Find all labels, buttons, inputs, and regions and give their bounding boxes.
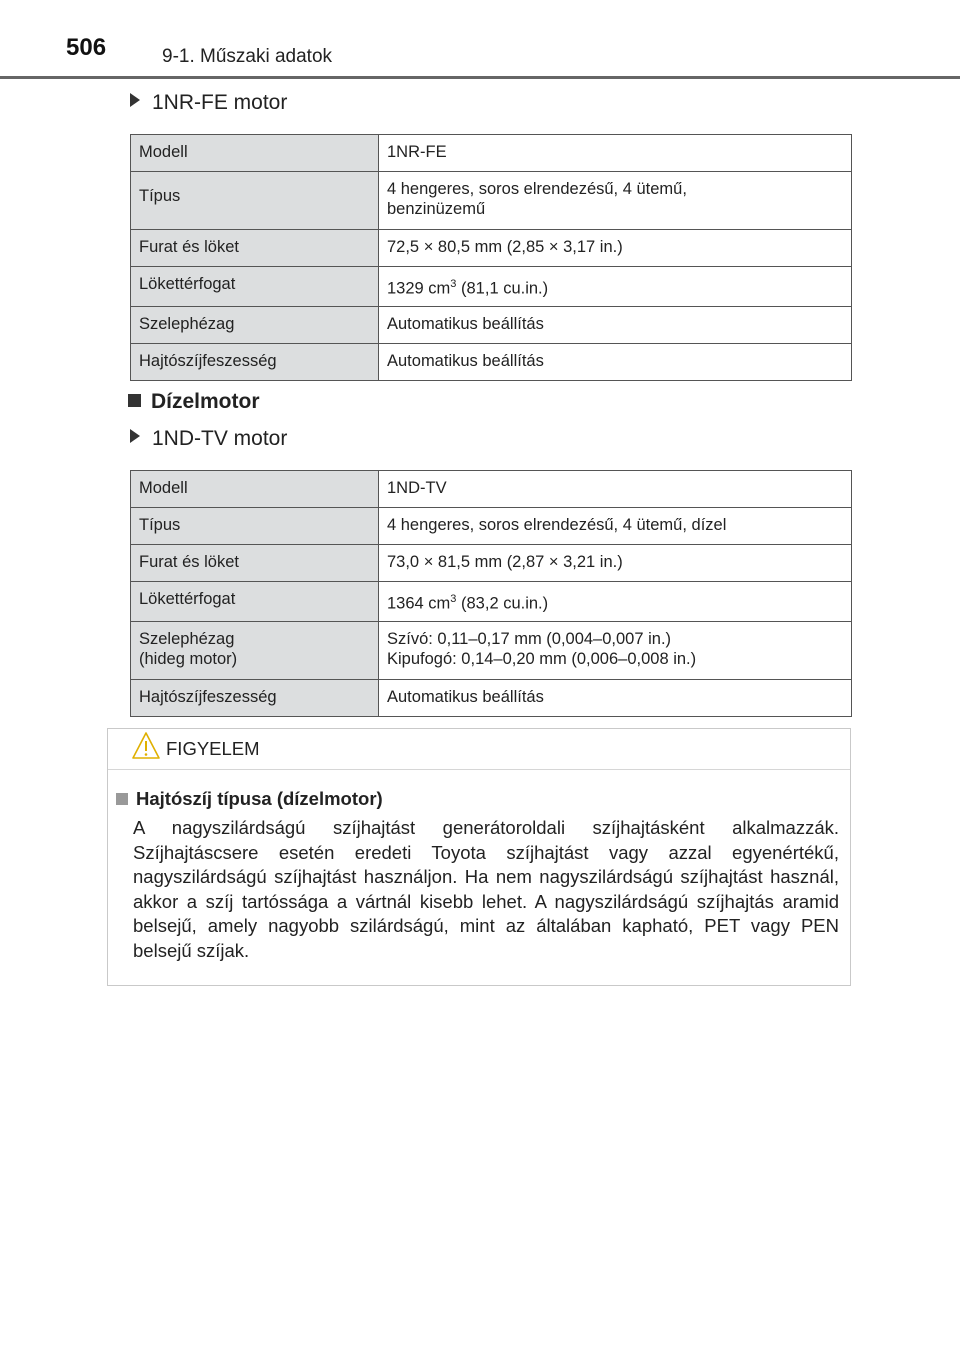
triangle-bullet-icon	[130, 429, 140, 443]
spec-key: Szelephézag	[131, 306, 379, 343]
spec-value: Automatikus beállítás	[379, 306, 852, 343]
warning-body-text: A nagyszilárdságú szíjhajtást generátoroldali szíjhajtásként alkalmazzák. Szíjhajtáscsere esetén eredeti Toyota szíjhajtást vagy azzal egyenértékű, nagyszilárdságú szíjhajtást használjon. Ha nem nagyszilárdságú szíjhajtást használ, akkor a szíj tartóssága a vártnál kisebb lehet. A nagyszilárdságú szíjhajtás aramid belsejű, amely nagyobb szilárdságú, mint az általában kapható, PET vagy PEN belsejű szíjak.	[133, 817, 839, 961]
diesel-main-heading-text: Dízelmotor	[151, 390, 260, 413]
spec-value: 72,5 × 80,5 mm (2,85 × 3,17 in.)	[379, 230, 852, 267]
superscript: 3	[450, 278, 457, 290]
table-row	[131, 621, 852, 679]
spec-key: Típus	[131, 172, 379, 230]
spec-key-line: (hideg motor)	[139, 649, 238, 668]
table-row	[131, 471, 852, 508]
spec-key: Hajtószíjfeszesség	[131, 679, 379, 716]
table-row	[131, 679, 852, 716]
spec-value	[379, 267, 852, 307]
table-row	[131, 267, 852, 307]
spec-key: Típus	[131, 508, 379, 545]
spec-value: Automatikus beállítás	[379, 343, 852, 380]
spec-value-text: 1364 cm	[387, 594, 451, 613]
spec-value: 1NR-FE	[379, 135, 852, 172]
spec-value: 73,0 × 81,5 mm (2,87 × 3,21 in.)	[379, 545, 852, 582]
warning-subheading-text: Hajtószíj típusa (dízelmotor)	[136, 788, 383, 809]
diesel-engine-heading	[130, 427, 287, 451]
spec-value-line: Kipufogó: 0,14–0,20 mm (0,006–0,008 in.)	[387, 649, 697, 668]
page-number: 506	[66, 34, 107, 61]
spec-value: 4 hengeres, soros elrendezésű, 4 ütemű, dízel	[379, 508, 852, 545]
spec-key-line: Szelephézag	[139, 629, 235, 648]
diesel-engine-heading-text: 1ND-TV motor	[152, 427, 288, 450]
warning-triangle-icon	[131, 731, 161, 766]
spec-key	[131, 621, 379, 679]
spec-key: Lökettérfogat	[131, 582, 379, 622]
section-title: 9-1. Műszaki adatok	[162, 46, 333, 67]
warning-title: FIGYELEM	[166, 738, 260, 759]
warning-header	[108, 729, 850, 770]
triangle-bullet-icon	[130, 93, 140, 107]
square-bullet-icon	[116, 793, 128, 805]
square-bullet-icon	[128, 394, 141, 407]
superscript: 3	[450, 593, 457, 605]
table-row	[131, 135, 852, 172]
spec-key: Furat és löket	[131, 230, 379, 267]
table-row	[131, 582, 852, 622]
petrol-spec-table	[130, 134, 852, 381]
warning-subheading	[116, 788, 383, 810]
diesel-main-heading	[128, 390, 260, 414]
page-header	[0, 0, 960, 80]
spec-value-line: 4 hengeres, soros elrendezésű, 4 ütemű,	[387, 180, 687, 198]
table-row	[131, 545, 852, 582]
spec-value: Automatikus beállítás	[379, 679, 852, 716]
table-row	[131, 172, 852, 230]
spec-key: Hajtószíjfeszesség	[131, 343, 379, 380]
petrol-engine-heading-text: 1NR-FE motor	[152, 91, 288, 114]
spec-value-text: (83,2 cu.in.)	[456, 594, 549, 613]
spec-key: Modell	[131, 471, 379, 508]
spec-value	[379, 621, 852, 679]
spec-value-text: (81,1 cu.in.)	[456, 279, 549, 298]
spec-key: Modell	[131, 135, 379, 172]
table-row	[131, 306, 852, 343]
spec-value: 1ND-TV	[379, 471, 852, 508]
spec-value	[379, 582, 852, 622]
warning-box	[107, 728, 851, 986]
spec-value	[379, 172, 852, 230]
spec-key: Lökettérfogat	[131, 267, 379, 307]
petrol-engine-heading	[130, 91, 287, 115]
spec-key: Furat és löket	[131, 545, 379, 582]
spec-value-text: 1329 cm	[387, 279, 451, 298]
header-divider	[0, 76, 960, 79]
spec-value-line: Szívó: 0,11–0,17 mm (0,004–0,007 in.)	[387, 629, 672, 648]
table-row	[131, 230, 852, 267]
spec-value-line: benzinüzemű	[387, 200, 486, 218]
diesel-spec-table	[130, 470, 852, 717]
table-row	[131, 343, 852, 380]
table-row	[131, 508, 852, 545]
